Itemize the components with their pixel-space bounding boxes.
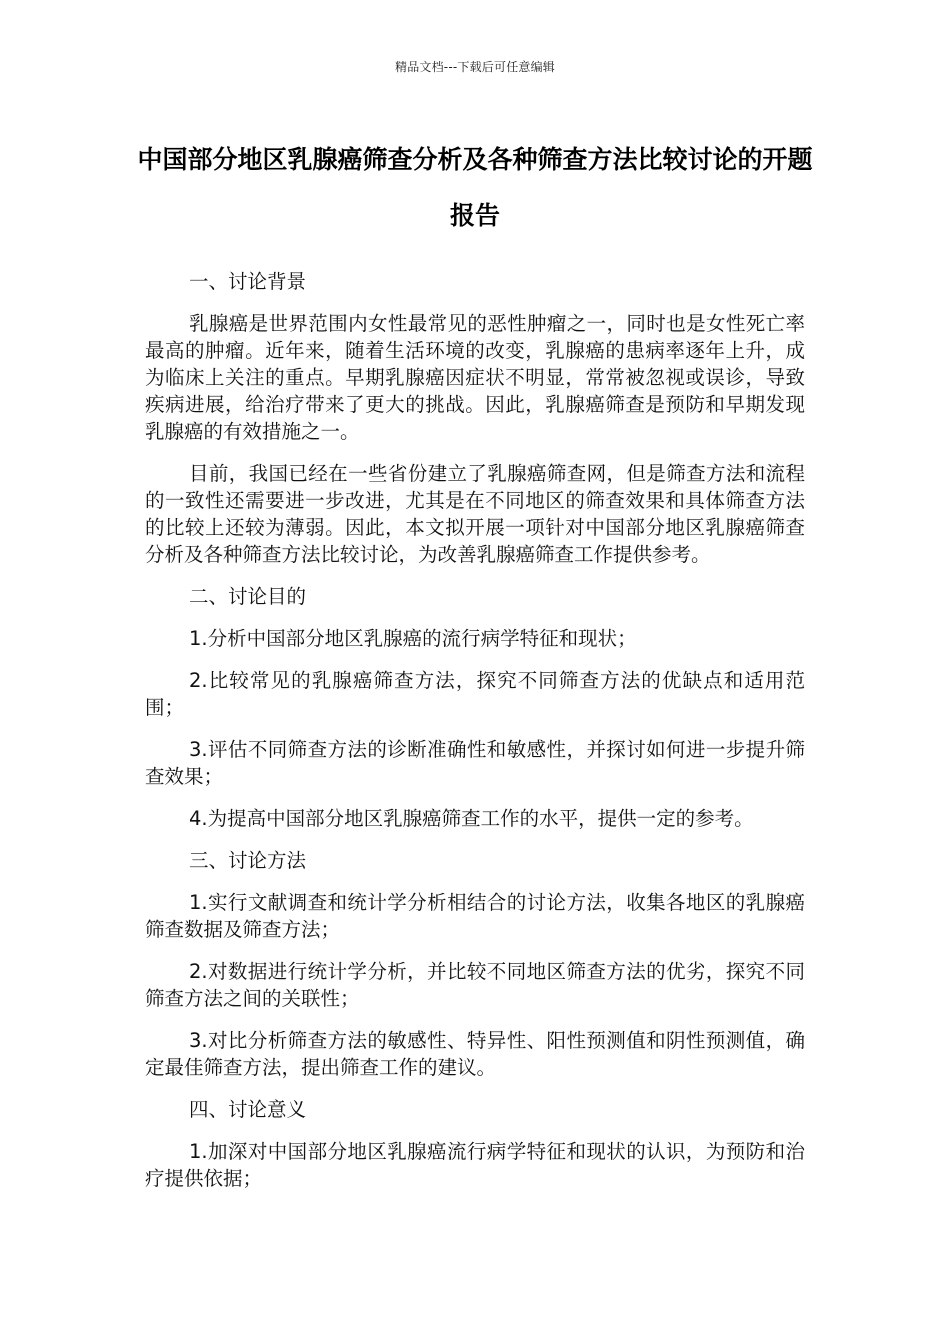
paragraph-background-2: 目前，我国已经在一些省份建立了乳腺癌筛查网，但是筛查方法和流程的一致性还需要进一步改进，尤其是在不同地区的筛查效果和具体筛查方法的比较上还较为薄弱。因此，本文拟开展一项针对中国部分地区乳腺癌筛查分析及各种筛查方法比较讨论，为改善乳腺癌筛查工作提供参考。 [145, 462, 805, 566]
paragraph-method-3: 3.对比分析筛查方法的敏感性、特异性、阳性预测值和阴性预测值，确定最佳筛查方法，提出筛查工作的建议。 [145, 1029, 805, 1079]
section-heading-purpose: 二、讨论目的 [189, 585, 307, 608]
paragraph-method-2: 2.对数据进行统计学分析，并比较不同地区筛查方法的优劣，探究不同筛查方法之间的关联性； [145, 960, 805, 1010]
paragraph-purpose-4: 4.为提高中国部分地区乳腺癌筛查工作的水平，提供一定的参考。 [189, 807, 754, 830]
paragraph-significance-1: 1.加深对中国部分地区乳腺癌流行病学特征和现状的认识，为预防和治疗提供依据； [145, 1140, 805, 1190]
section-heading-method: 三、讨论方法 [189, 849, 307, 872]
paragraph-purpose-3: 3.评估不同筛查方法的诊断准确性和敏感性，并探讨如何进一步提升筛查效果； [145, 738, 805, 788]
section-heading-significance: 四、讨论意义 [189, 1098, 307, 1121]
paragraph-purpose-2: 2.比较常见的乳腺癌筛查方法，探究不同筛查方法的优缺点和适用范围； [145, 669, 805, 719]
header-note: 精品文档---下载后可任意编辑 [395, 60, 555, 74]
document-title: 中国部分地区乳腺癌筛查分析及各种筛查方法比较讨论的开题报告 [137, 145, 813, 230]
paragraph-background-1: 乳腺癌是世界范围内女性最常见的恶性肿瘤之一，同时也是女性死亡率最高的肿瘤。近年来，随着生活环境的改变，乳腺癌的患病率逐年上升，成为临床上关注的重点。早期乳腺癌因症状不明显，常常被忽视或误诊，导致疾病进展，给治疗带来了更大的挑战。因此，乳腺癌筛查是预防和早期发现乳腺癌的有效措施之一。 [145, 312, 805, 443]
section-heading-background: 一、讨论背景 [189, 270, 307, 293]
paragraph-purpose-1: 1.分析中国部分地区乳腺癌的流行病学特征和现状； [189, 627, 637, 650]
document-body [145, 268, 805, 1207]
paragraph-method-1: 1.实行文献调查和统计学分析相结合的讨论方法，收集各地区的乳腺癌筛查数据及筛查方法； [145, 891, 805, 941]
